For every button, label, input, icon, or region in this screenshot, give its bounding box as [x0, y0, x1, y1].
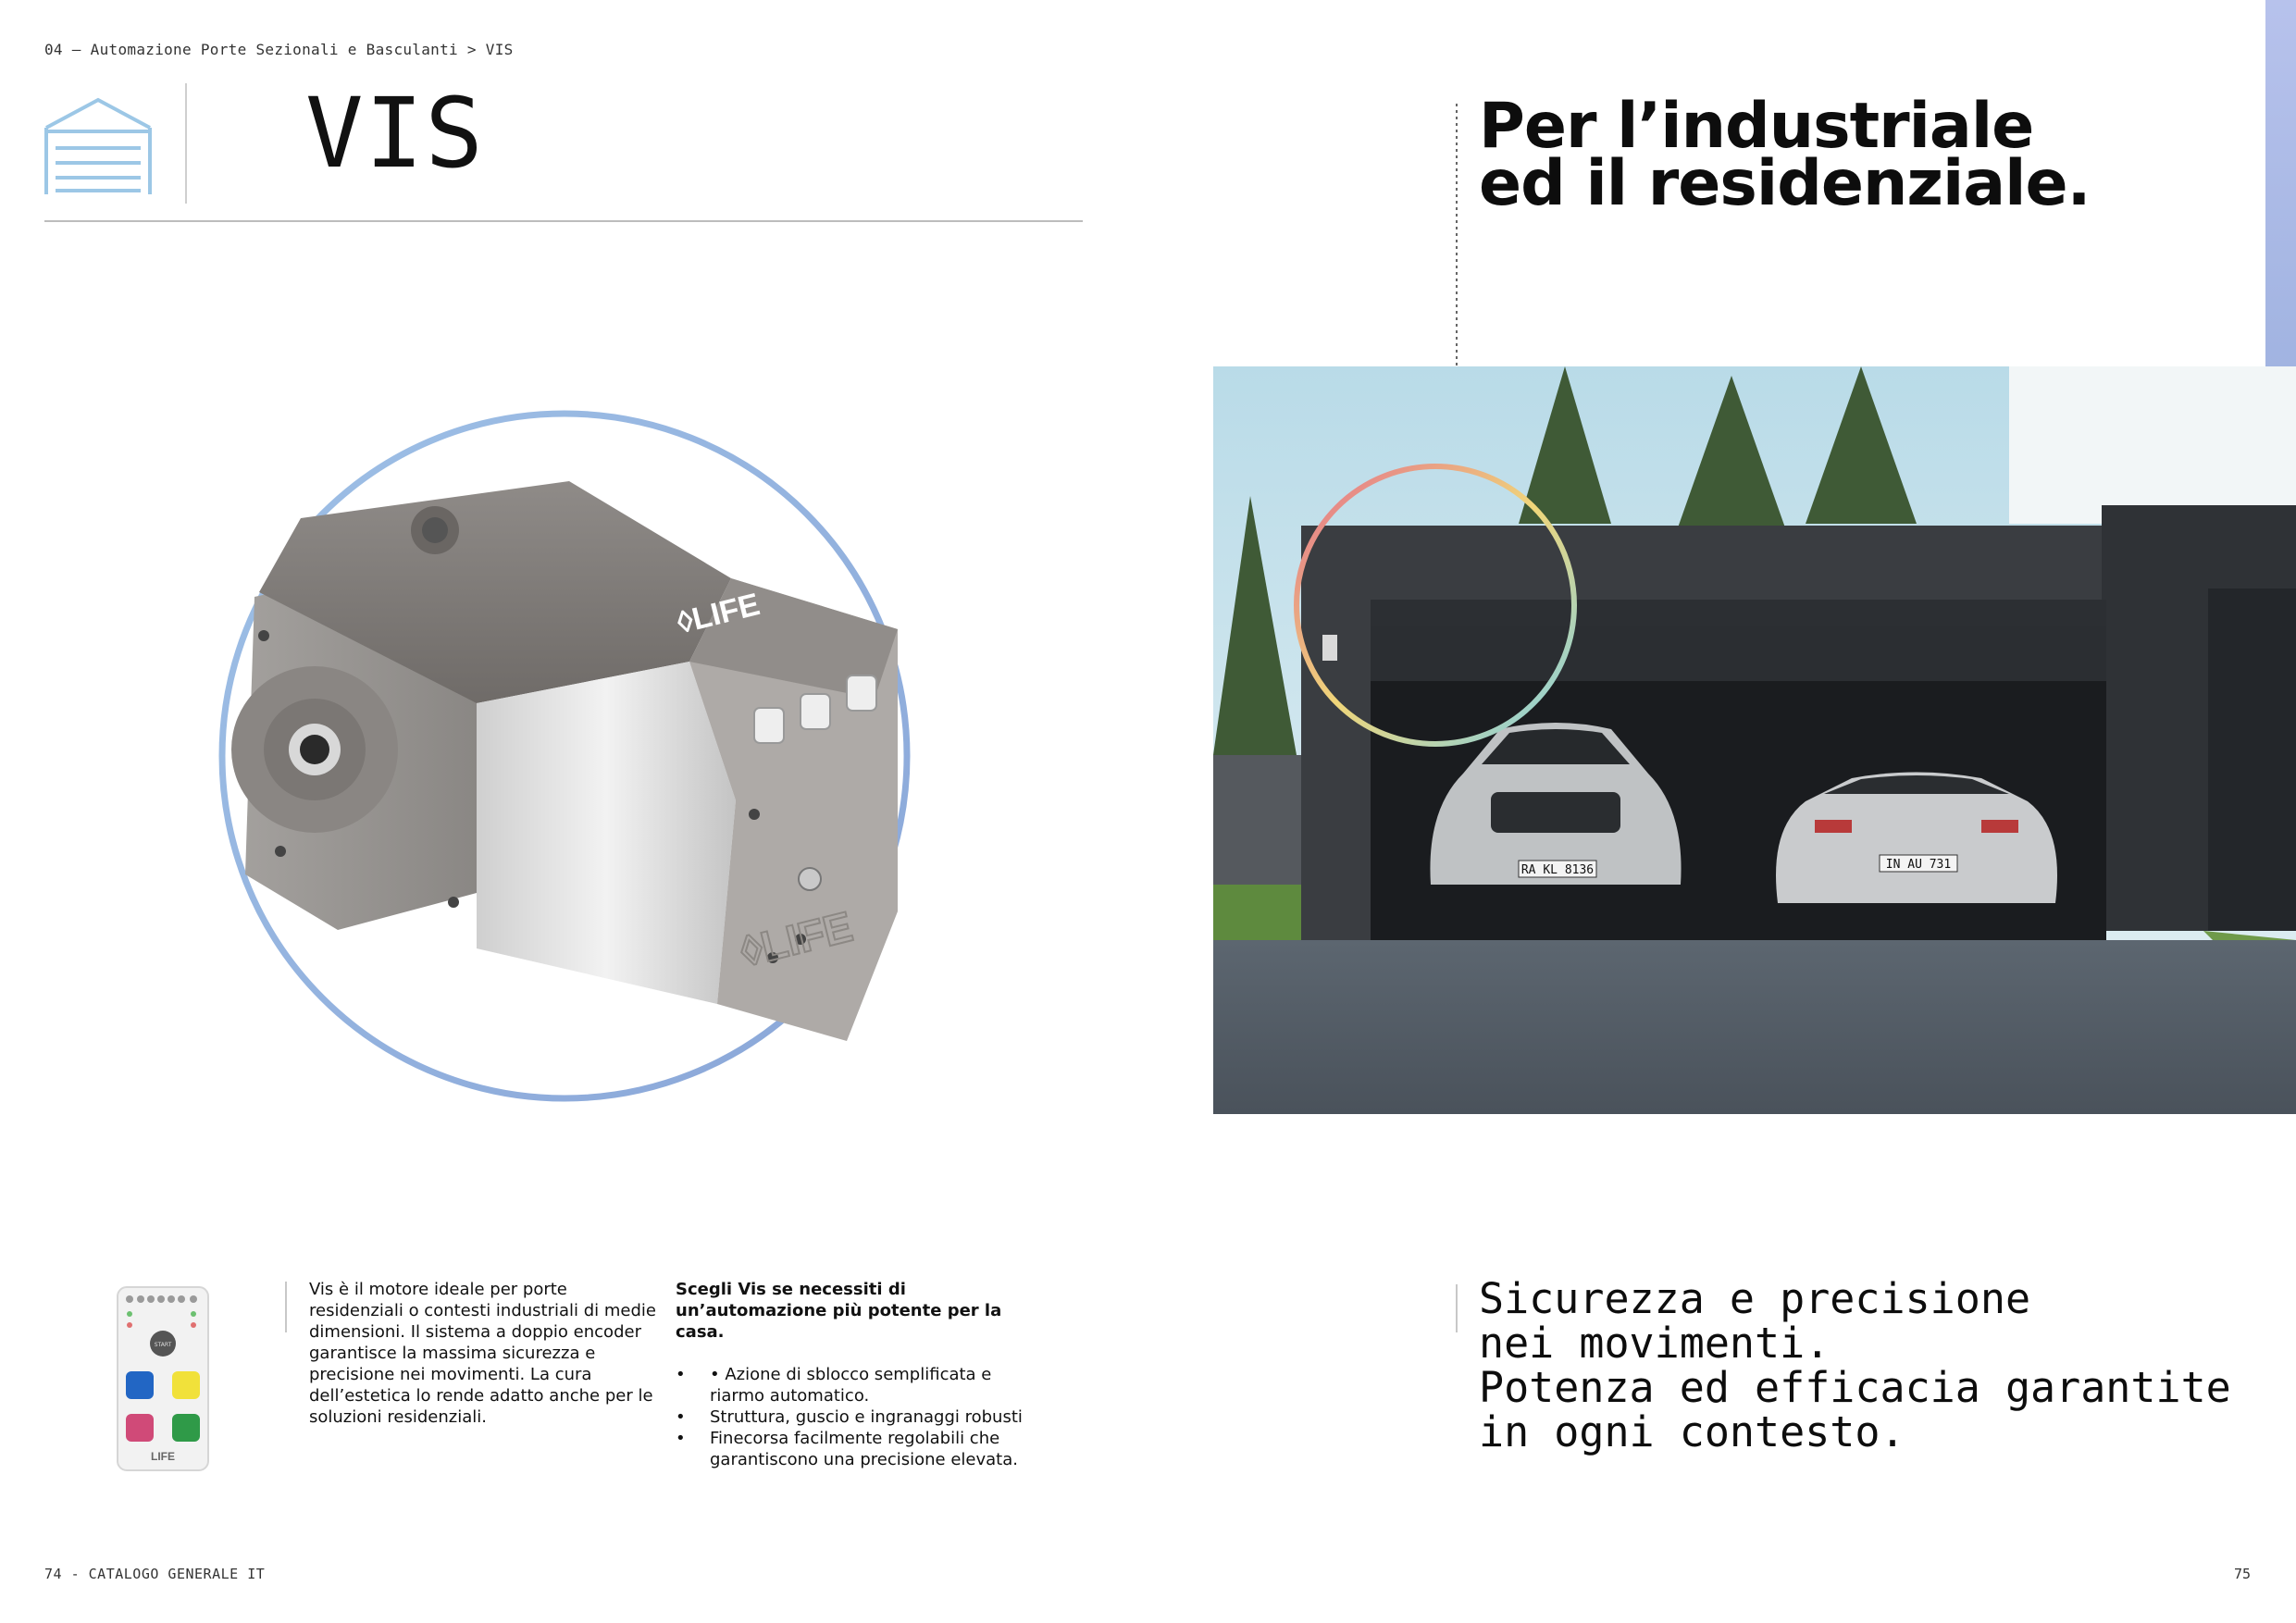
headline-line-1: Per l’industriale: [1479, 90, 2034, 163]
garage-photo: [1213, 366, 2296, 1114]
header-divider-horizontal: [44, 220, 1083, 222]
garage-door-icon: [43, 93, 154, 196]
product-description: Vis è il motore ideale per porte residenziali o contesti industriali di medie dimensioni. Il sistema a doppio encoder garantisce la massima sicurezza e precisione nei movimenti. La cura dell’estetica lo rende adatto anche per le soluzioni residenziali.: [309, 1280, 657, 1427]
brand-logo-front: ◊LIFE: [735, 901, 858, 976]
svg-text:LIFE: LIFE: [151, 1450, 175, 1463]
tagline-divider: [1456, 1284, 1458, 1332]
choose-section: [676, 1279, 1036, 1470]
feature-list: [676, 1364, 1036, 1470]
footer-page-left: 74 - CATALOGO GENERALE IT: [44, 1566, 266, 1582]
breadcrumb: 04 — Automazione Porte Sezionali e Basculanti > VIS: [44, 41, 514, 58]
choose-title: Scegli Vis se necessiti di un’automazione più potente per la casa.: [676, 1280, 1002, 1342]
header-divider-vertical: [185, 83, 187, 204]
tagline-line-3: Potenza ed efficacia garantite: [1479, 1363, 2231, 1412]
brand-logo-top: ◊LIFE: [673, 587, 763, 641]
footer-page-right: 75: [2234, 1566, 2252, 1582]
feature-item: • • Azione di sblocco semplificata e riarmo automatico.: [676, 1364, 1036, 1406]
description-divider: [285, 1282, 287, 1332]
headline: [1479, 90, 2091, 220]
tagline-line-1: Sicurezza e precisione: [1479, 1274, 2031, 1323]
svg-text:START: START: [154, 1342, 172, 1348]
headline-line-2: ed il residenziale.: [1479, 147, 2091, 220]
tagline-line-2: nei movimenti.: [1479, 1319, 1831, 1368]
feature-item: • Finecorsa facilmente regolabili che garantiscono una precisione elevata.: [676, 1428, 1036, 1470]
svg-text:RA KL 8136: RA KL 8136: [1520, 863, 1595, 877]
remote-control-image: [117, 1286, 209, 1471]
tagline: [1479, 1274, 2231, 1456]
page-title: VIS: [305, 77, 485, 190]
feature-item: • Struttura, guscio e ingranaggi robusti: [676, 1406, 1036, 1428]
product-image-vis-motor: [199, 393, 939, 1115]
svg-text:IN AU 731: IN AU 731: [1885, 858, 1952, 872]
tagline-line-4: in ogni contesto.: [1479, 1407, 1905, 1456]
